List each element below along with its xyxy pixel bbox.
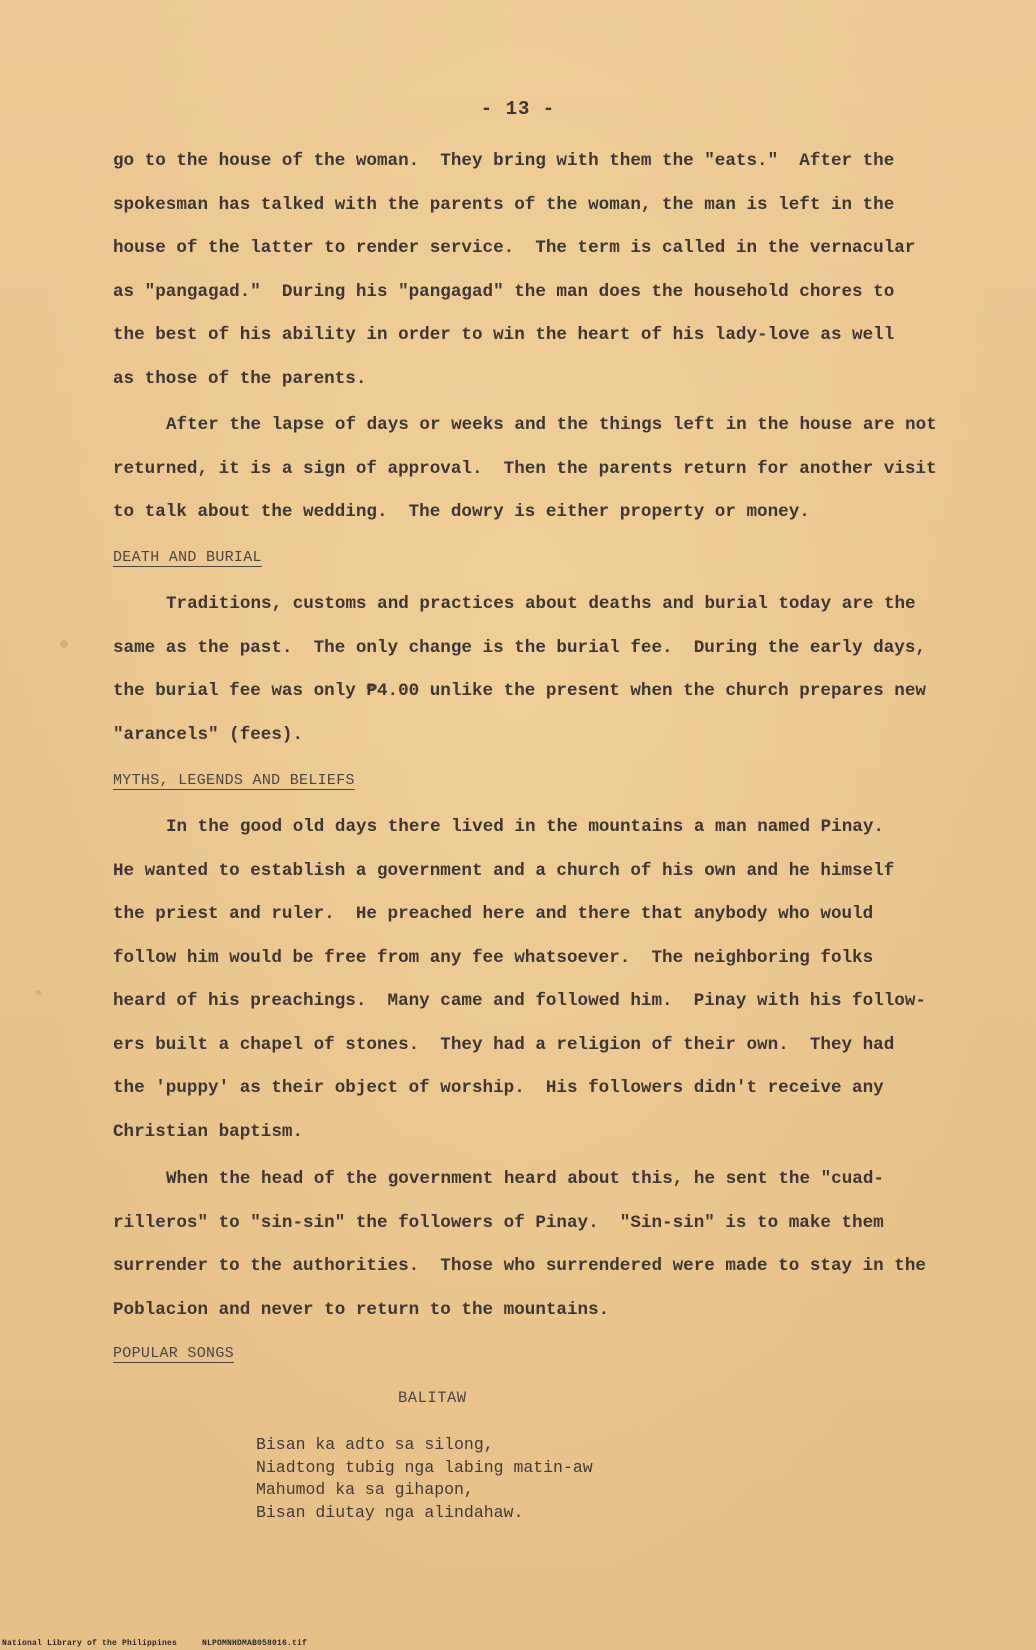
- text-line: Traditions, customs and practices about deaths and burial today are the: [166, 594, 916, 614]
- text-line: ers built a chapel of stones. They had a religion of their own. They had: [113, 1034, 895, 1055]
- scan-footer: [2, 1639, 307, 1648]
- text-line: spokesman has talked with the parents of the woman, the man is left in the: [113, 194, 895, 215]
- text-line: rilleros" to "sin-sin" the followers of Pinay. "Sin-sin" is to make them: [113, 1212, 884, 1233]
- section-heading-myths: MYTHS, LEGENDS AND BELIEFS: [113, 772, 355, 789]
- text-line: surrender to the authorities. Those who surrendered were made to stay in the: [113, 1256, 926, 1276]
- section-heading-songs: POPULAR SONGS: [113, 1345, 234, 1362]
- text-line: Christian baptism.: [113, 1121, 304, 1142]
- song-title: BALITAW: [398, 1389, 467, 1407]
- text-line: go to the house of the woman. They bring with them the "eats." After the: [113, 151, 895, 171]
- paper-stain: [36, 990, 41, 995]
- text-line: After the lapse of days or weeks and the things left in the house are not: [166, 415, 937, 435]
- text-line: In the good old days there lived in the mountains a man named Pinay.: [166, 817, 884, 837]
- text-line: He wanted to establish a government and a church of his own and he himself: [113, 860, 895, 881]
- text-line: "arancels" (fees).: [113, 724, 304, 745]
- text-line: Poblacion and never to return to the mountains.: [113, 1299, 610, 1320]
- text-line: the priest and ruler. He preached here and there that anybody who would: [113, 904, 874, 924]
- page-number: - 13 -: [480, 98, 556, 120]
- text-line: to talk about the wedding. The dowry is either property or money.: [113, 502, 810, 522]
- text-line: heard of his preachings. Many came and followed him. Pinay with his follow-: [113, 991, 926, 1011]
- verse-line: Mahumod ka sa gihapon,: [256, 1480, 474, 1499]
- paper-stain: [60, 640, 68, 648]
- paragraph-burial: [113, 583, 973, 757]
- paragraph-courtship-continued: [113, 140, 973, 401]
- text-line: the burial fee was only ₱4.00 unlike the present when the church prepares new: [113, 681, 926, 701]
- section-heading-death-burial: DEATH AND BURIAL: [113, 549, 262, 566]
- paragraph-pinay: [113, 806, 973, 1154]
- text-line: as "pangagad." During his "pangagad" the man does the household chores to: [113, 281, 895, 302]
- text-line: the best of his ability in order to win the heart of his lady-love as well: [113, 325, 895, 345]
- text-line: same as the past. The only change is the burial fee. During the early days,: [113, 637, 926, 658]
- text-line: the 'puppy' as their object of worship. His followers didn't receive any: [113, 1078, 884, 1098]
- text-line: house of the latter to render service. The term is called in the vernacular: [113, 238, 916, 258]
- verse-line: Bisan diutay nga alindahaw.: [256, 1502, 524, 1522]
- text-line: returned, it is a sign of approval. Then the parents return for another visit: [113, 458, 937, 479]
- paragraph-approval: [113, 404, 973, 535]
- verse-line: Bisan ka adto sa silong,: [256, 1435, 494, 1454]
- song-verse: [256, 1434, 593, 1524]
- paragraph-cuadrilleros: [113, 1158, 973, 1332]
- verse-line: Niadtong tubig nga labing matin-aw: [256, 1457, 593, 1477]
- text-line: as those of the parents.: [113, 368, 367, 389]
- footer-file: NLPOMNHDMAB058016.tif: [202, 1639, 308, 1648]
- text-line: follow him would be free from any fee whatsoever. The neighboring folks: [113, 947, 874, 968]
- footer-source: National Library of the Philippines: [2, 1639, 178, 1648]
- text-line: When the head of the government heard about this, he sent the "cuad-: [166, 1169, 884, 1189]
